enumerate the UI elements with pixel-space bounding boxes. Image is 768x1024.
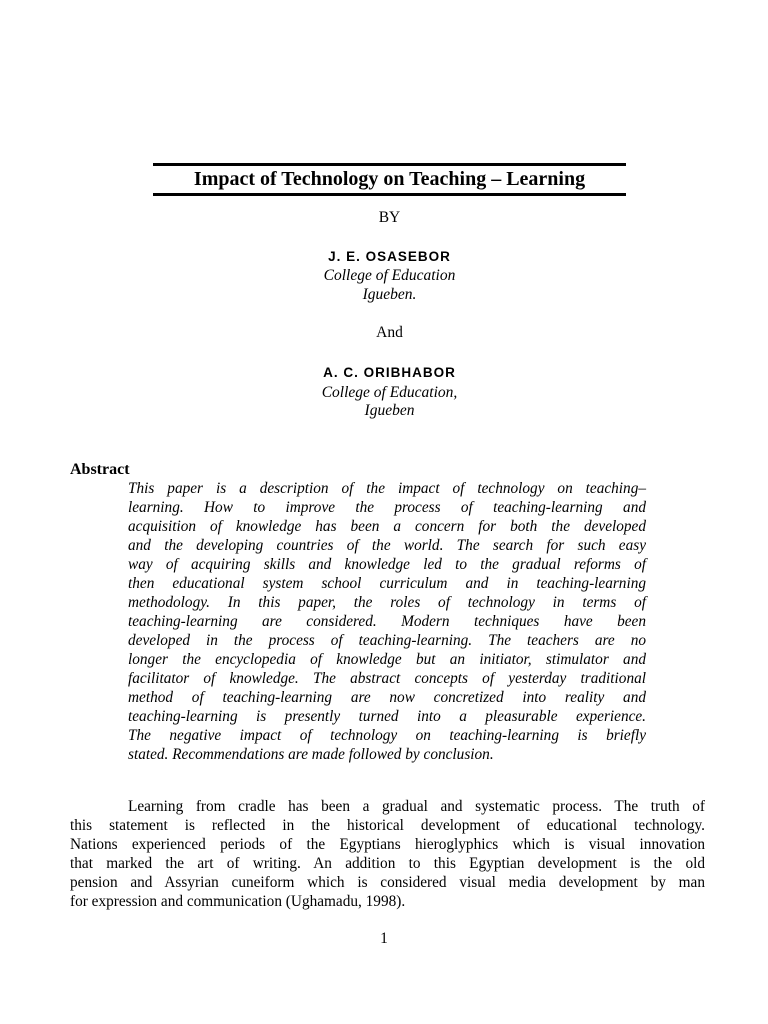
title-rule-bottom [153,193,626,196]
author1-affiliation-line2: Igueben. [362,286,417,303]
abstract-line: and the developing countries of the world. The search for such easy [128,537,646,554]
abstract-line: teaching-learning is presently turned into a pleasurable experience. [128,708,646,725]
abstract-line: way of acquiring skills and knowledge led to the gradual reforms of [128,556,646,573]
abstract-line: teaching-learning are considered. Modern techniques have been [128,613,646,630]
abstract-line: facilitator of knowledge. The abstract concepts of yesterday traditional [128,670,646,687]
abstract-line: learning. How to improve the process of teaching-learning and [128,499,646,516]
conjunction-and: And [376,324,403,341]
intro-paragraph [70,797,705,911]
intro-line: pension and Assyrian cuneiform which is considered visual media development by man [70,874,705,891]
author1-name: J. E. OSASEBOR [328,249,451,264]
abstract-heading: Abstract [70,461,130,478]
intro-line: that marked the art of writing. An addition to this Egyptian development is the old [70,855,705,872]
abstract-body [128,479,646,764]
by-label: BY [378,209,401,226]
abstract-line: method of teaching-learning are now concretized into reality and [128,689,646,706]
abstract-line: methodology. In this paper, the roles of technology in terms of [128,594,646,611]
abstract-line: This paper is a description of the impact of technology on teaching– [128,480,646,497]
abstract-line: then educational system school curriculum and in teaching-learning [128,575,646,592]
abstract-line: stated. Recommendations are made followed by conclusion. [128,746,494,763]
author2-name: A. C. ORIBHABOR [323,365,456,380]
abstract-line: acquisition of knowledge has been a concern for both the developed [128,518,646,535]
abstract-line: longer the encyclopedia of knowledge but an initiator, stimulator and [128,651,646,668]
intro-line: Nations experienced periods of the Egyptians hieroglyphics which is visual innovation [70,836,705,853]
author1-affiliation-line1: College of Education [323,267,456,284]
intro-line: for expression and communication (Ughamadu, 1998). [70,893,406,910]
author2-affiliation-line1: College of Education, [321,384,458,401]
abstract-line: developed in the process of teaching-learning. The teachers are no [128,632,646,649]
paper-title: Impact of Technology on Teaching – Learning [193,168,586,190]
author2-affiliation-line2: Igueben [364,402,415,419]
abstract-line: The negative impact of technology on teaching-learning is briefly [128,727,646,744]
intro-line: Learning from cradle has been a gradual and systematic process. The truth of [128,798,705,815]
page-number: 1 [380,930,388,947]
intro-line: this statement is reflected in the historical development of educational technology. [70,817,705,834]
